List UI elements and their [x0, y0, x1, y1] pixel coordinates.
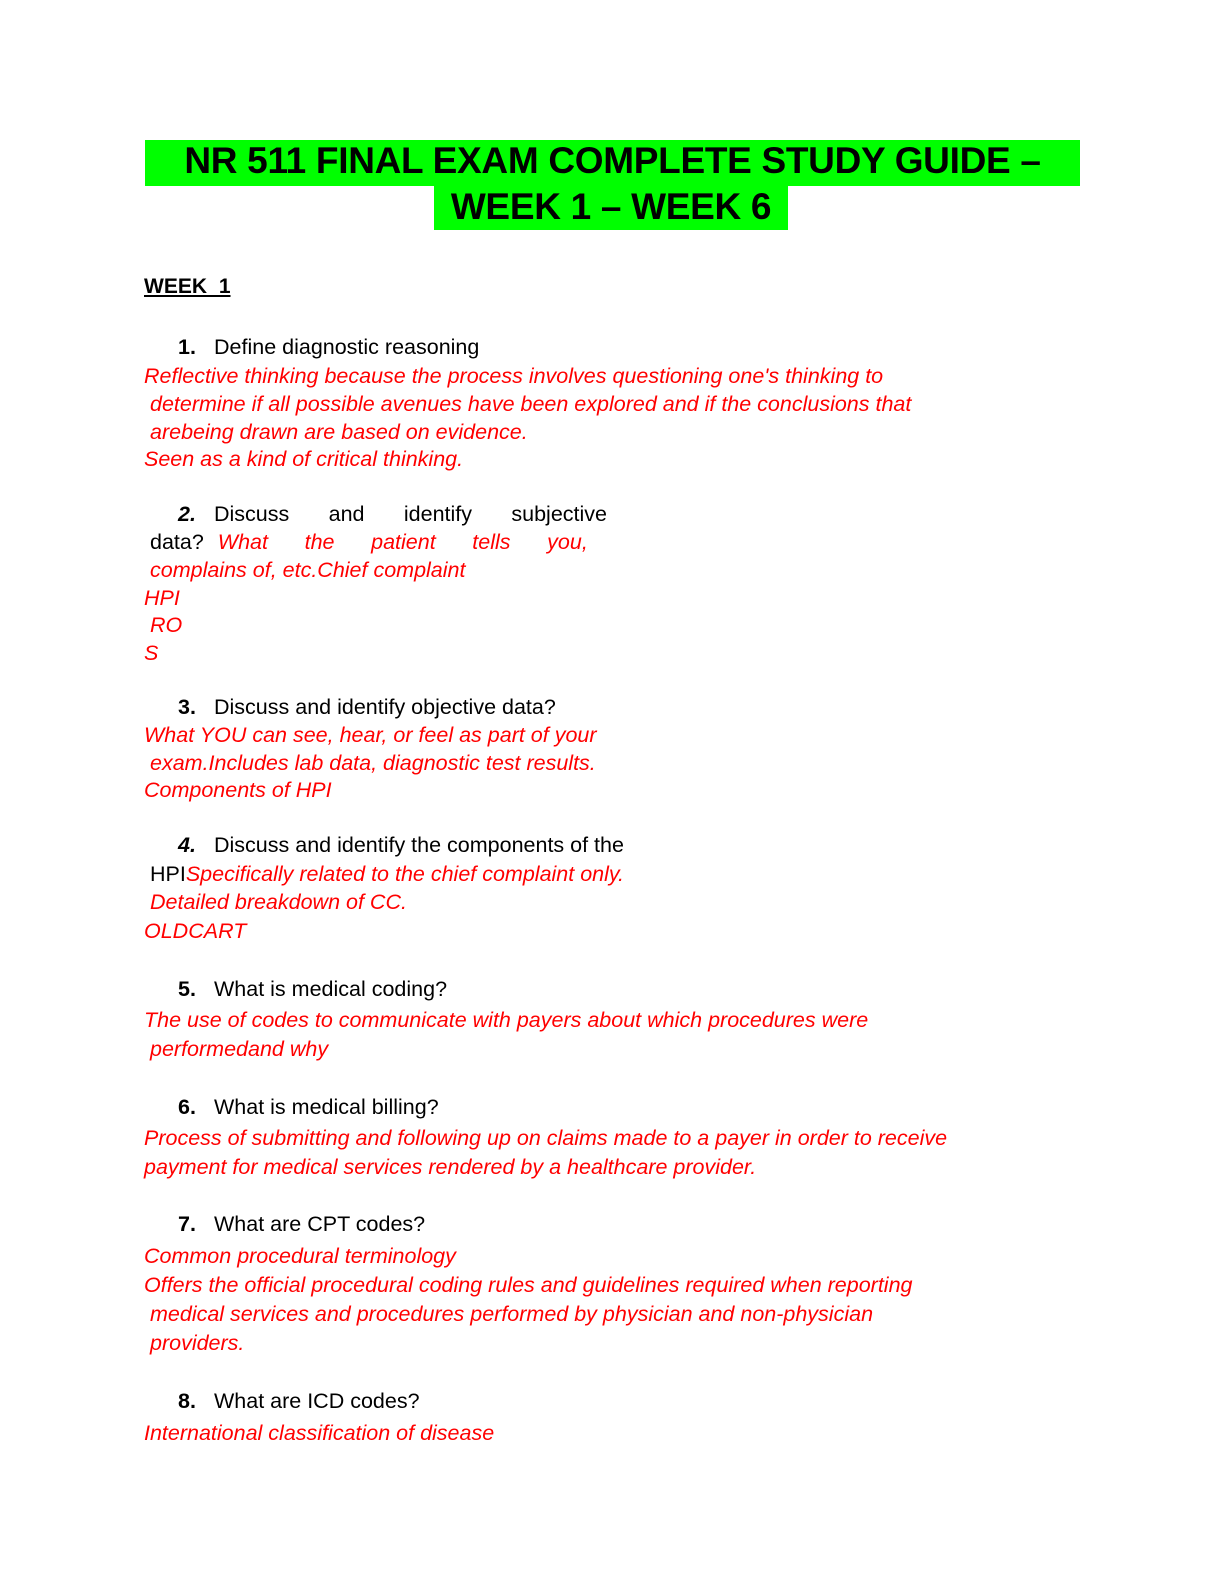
answer-line: providers. [150, 1331, 245, 1355]
answer-line: S [144, 641, 159, 665]
question-text-cont: HPI [150, 862, 186, 886]
answer-line: RO [150, 613, 183, 637]
answer-line: Components of HPI [144, 778, 332, 802]
question-5 [178, 975, 447, 1003]
answer-line: Common procedural terminology [144, 1244, 456, 1268]
question-text-cont: data? [150, 530, 204, 554]
answer-line: Detailed breakdown of CC. [150, 890, 407, 914]
question-text: What are ICD codes? [214, 1389, 420, 1413]
document-title-line-2: WEEK 1 – WEEK 6 [434, 186, 788, 230]
question-number: 2. [178, 502, 196, 526]
section-heading: WEEK 1 [144, 275, 231, 298]
answer-line: OLDCART [144, 919, 247, 943]
question-text: What is medical coding? [214, 977, 448, 1001]
answer-line: HPI [144, 586, 180, 610]
document-title-line-1: NR 511 FINAL EXAM COMPLETE STUDY GUIDE – [145, 140, 1080, 186]
question-2-continuation [150, 528, 588, 556]
answer-line: determine if all possible avenues have been explored and if the conclusions that [150, 392, 912, 416]
question-number: 4. [178, 833, 196, 857]
answer-line: exam.Includes lab data, diagnostic test results. [150, 751, 596, 775]
answer-line: What YOU can see, hear, or feel as part of your [144, 723, 597, 747]
question-1 [178, 333, 479, 361]
answer-line: International classification of disease [144, 1421, 495, 1445]
answer-inline: Specifically related to the chief complaint only. [185, 862, 625, 886]
question-text: What is medical billing? [214, 1095, 439, 1119]
question-8 [178, 1387, 420, 1415]
question-4-continuation [150, 860, 624, 888]
question-number: 1. [178, 335, 196, 359]
answer-line: Process of submitting and following up on claims made to a payer in order to receive [144, 1126, 948, 1150]
question-text: Discuss and identify objective data? [214, 695, 556, 719]
question-number: 6. [178, 1095, 196, 1119]
question-number: 8. [178, 1389, 196, 1413]
answer-line: Reflective thinking because the process involves questioning one's thinking to [144, 364, 884, 388]
answer-inline: What the patient tells you, [217, 530, 588, 554]
question-text: What are CPT codes? [214, 1212, 426, 1236]
question-3 [178, 693, 556, 721]
question-text: Define diagnostic reasoning [214, 335, 480, 359]
question-2 [178, 500, 607, 528]
answer-line: medical services and procedures performed by physician and non-physician [150, 1302, 874, 1326]
answer-line: performedand why [150, 1037, 329, 1061]
question-text: Discuss and identify subjective [214, 502, 607, 526]
answer-line: Seen as a kind of critical thinking. [144, 447, 464, 471]
question-6 [178, 1093, 439, 1121]
answer-line: payment for medical services rendered by a healthcare provider. [144, 1155, 757, 1179]
answer-line: Offers the official procedural coding rules and guidelines required when reporting [144, 1273, 913, 1297]
question-text: Discuss and identify the components of the [214, 833, 624, 857]
question-4 [178, 831, 624, 859]
question-number: 5. [178, 977, 196, 1001]
answer-line: complains of, etc.Chief complaint [150, 558, 466, 582]
question-number: 7. [178, 1212, 196, 1236]
question-number: 3. [178, 695, 196, 719]
answer-line: The use of codes to communicate with payers about which procedures were [144, 1008, 869, 1032]
question-7 [178, 1210, 425, 1238]
answer-line: arebeing drawn are based on evidence. [150, 420, 528, 444]
